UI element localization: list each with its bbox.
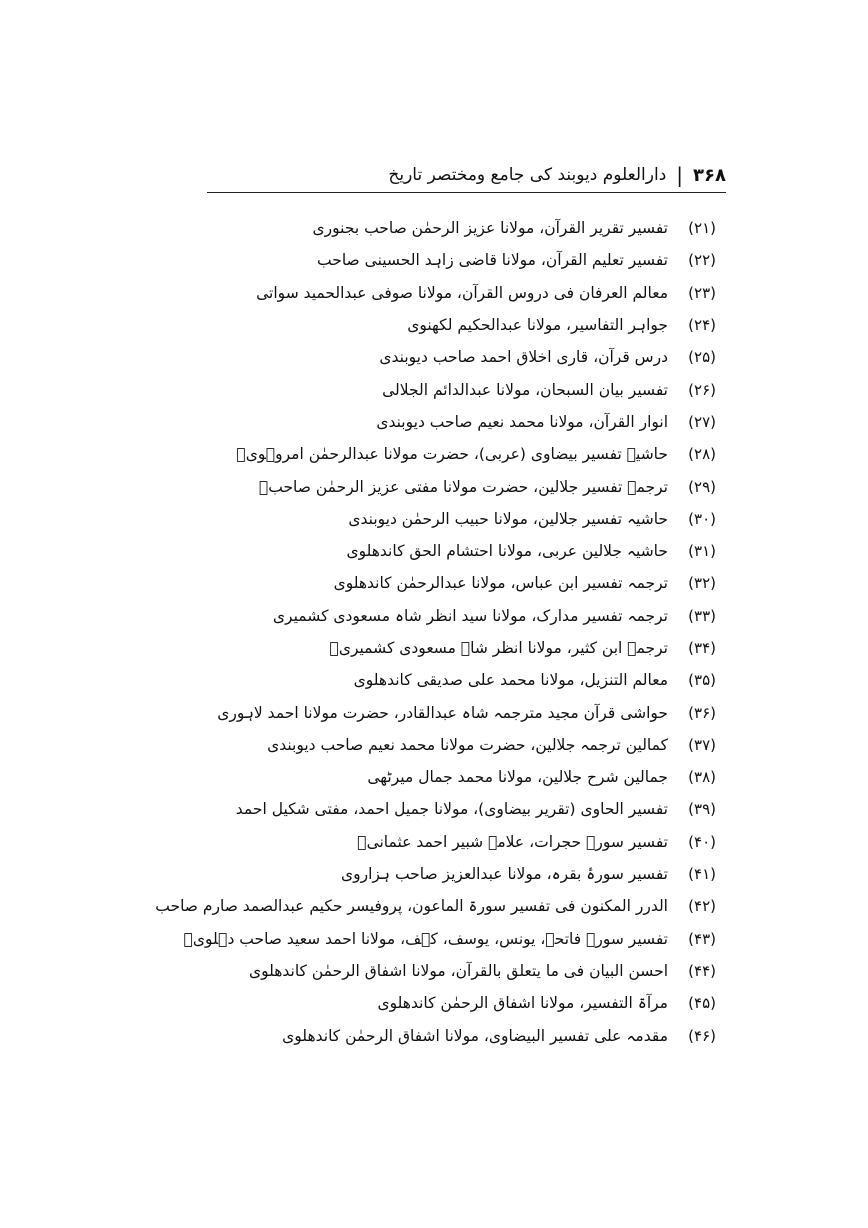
item-text: تفسیر سورۂ حجرات، علامہ شبیر احمد عثمانیؒ — [357, 832, 668, 851]
item-text: تفسیر بیان السبحان، مولانا عبدالدائم الجلالی — [382, 380, 668, 399]
list-item — [156, 373, 716, 405]
item-text: انوار القرآن، مولانا محمد نعیم صاحب دیوبندی — [376, 412, 668, 431]
list-item — [156, 826, 716, 858]
header-rule — [207, 192, 726, 193]
item-text: ترجمہ ابن کثیر، مولانا انظر شاہ مسعودی کشمیریؒ — [329, 639, 668, 657]
item-number: (۳۰) — [688, 509, 716, 528]
item-text: حاشیہ تفسیر جلالین، مولانا حبیب الرحمٰن دیوبندی — [348, 509, 668, 528]
item-text: تفسیر الحاوی (تقریر بیضاوی)، مولانا جمیل احمد، مفتی شکیل احمد — [235, 800, 668, 819]
list-item — [156, 793, 716, 825]
list-item — [156, 567, 716, 599]
item-text: معالم التنزیل، مولانا محمد علی صدیقی کاندھلوی — [353, 671, 668, 690]
list-item — [156, 341, 716, 373]
item-number: (۳۸) — [688, 768, 716, 787]
item-text: ترجمہ تفسیر ابن عباس، مولانا عبدالرحمٰن کاندھلوی — [333, 574, 668, 593]
list-item — [156, 438, 716, 470]
list-item — [156, 244, 716, 276]
item-text: معالم العرفان فی دروس القرآن، مولانا صوفی عبدالحمید سواتی — [256, 283, 668, 302]
item-number: (۲۸) — [688, 445, 716, 464]
list-item — [156, 212, 716, 244]
item-number: (۳۴) — [688, 639, 716, 657]
list-item — [156, 858, 716, 890]
item-number: (۴۴) — [688, 961, 716, 980]
item-number: (۳۵) — [688, 671, 716, 690]
tafsir-list — [156, 212, 716, 1052]
list-item — [156, 600, 716, 632]
list-item — [156, 761, 716, 793]
item-number: (۲۶) — [688, 380, 716, 399]
list-item — [156, 890, 716, 922]
item-number: (۲۲) — [688, 251, 716, 270]
item-text: حواشی قرآن مجید مترجمہ شاہ عبدالقادر، حضرت مولانا احمد لاہوری — [217, 703, 668, 722]
item-number: (۴۱) — [688, 865, 716, 884]
item-text: تفسیر تقریر القرآن، مولانا عزیز الرحمٰن صاحب بجنوری — [312, 219, 668, 238]
list-item — [156, 987, 716, 1019]
item-text: ترجمہ تفسیر مدارک، مولانا سید انظر شاہ مسعودی کشمیری — [272, 606, 668, 625]
list-item — [156, 277, 716, 309]
page-number: ۳۶۸ — [693, 164, 726, 186]
header-separator: | — [676, 163, 684, 187]
list-item — [156, 729, 716, 761]
list-item — [156, 309, 716, 341]
item-number: (۲۵) — [688, 348, 716, 367]
item-number: (۲۱) — [688, 219, 716, 238]
item-number: (۳۳) — [688, 606, 716, 625]
item-number: (۴۳) — [688, 929, 716, 948]
item-number: (۲۷) — [688, 412, 716, 431]
list-item — [156, 696, 716, 728]
item-number: (۳۷) — [688, 735, 716, 754]
item-number: (۲۹) — [688, 477, 716, 496]
item-text: مرآۃ التفسیر، مولانا اشفاق الرحمٰن کاندھلوی — [377, 994, 668, 1013]
item-number: (۲۴) — [688, 316, 716, 335]
item-number: (۳۹) — [688, 800, 716, 819]
list-item — [156, 632, 716, 664]
item-text: درس قرآن، قاری اخلاق احمد صاحب دیوبندی — [379, 348, 668, 367]
item-number: (۳۶) — [688, 703, 716, 722]
item-text: کمالین ترجمہ جلالین، حضرت مولانا محمد نعیم صاحب دیوبندی — [267, 735, 668, 754]
item-number: (۲۳) — [688, 283, 716, 302]
list-item — [156, 535, 716, 567]
item-text: حاشیہ جلالین عربی، مولانا احتشام الحق کاندھلوی — [346, 542, 668, 561]
item-number: (۳۲) — [688, 574, 716, 593]
list-item — [156, 503, 716, 535]
item-text: مقدمہ علی تفسیر البیضاوی، مولانا اشفاق الرحمٰن کاندھلوی — [282, 1026, 668, 1045]
item-number: (۴۰) — [688, 832, 716, 851]
list-item — [156, 1019, 716, 1051]
item-number: (۴۲) — [688, 897, 716, 916]
item-number: (۳۱) — [688, 542, 716, 561]
item-text: حاشیہ تفسیر بیضاوی (عربی)، حضرت مولانا عبدالرحمٰن امروہویؒ — [236, 445, 668, 464]
item-text: تفسیر سورۂ فاتحہ، یونس، یوسف، کہف، مولانا احمد سعید صاحب دہلویؒ — [183, 929, 668, 948]
list-item — [156, 470, 716, 502]
item-text: جمالین شرح جلالین، مولانا محمد جمال میرٹھی — [367, 768, 668, 787]
item-text: الدرر المکنون فی تفسیر سورۃ الماعون، پروفیسر حکیم عبدالصمد صارم صاحب — [155, 897, 668, 916]
list-item — [156, 955, 716, 987]
list-item — [156, 923, 716, 955]
item-text: ترجمہ تفسیر جلالین، حضرت مولانا مفتی عزیز الرحمٰن صاحبؒ — [258, 477, 668, 496]
book-title: دارالعلوم دیوبند کی جامع ومختصر تاریخ — [388, 165, 667, 185]
item-number: (۴۵) — [688, 994, 716, 1013]
item-number: (۴۶) — [688, 1026, 716, 1045]
running-header — [206, 160, 726, 190]
list-item — [156, 406, 716, 438]
item-text: جواہر التفاسیر، مولانا عبدالحکیم لکھنوی — [407, 316, 668, 335]
item-text: احسن البیان فی ما یتعلق بالقرآن، مولانا اشفاق الرحمٰن کاندھلوی — [248, 961, 668, 980]
item-text: تفسیر سورۂ بقرہ، مولانا عبدالعزیز صاحب ہزاروی — [340, 865, 668, 884]
list-item — [156, 664, 716, 696]
item-text: تفسیر تعلیم القرآن، مولانا قاضی زاہد الحسینی صاحب — [317, 251, 668, 270]
